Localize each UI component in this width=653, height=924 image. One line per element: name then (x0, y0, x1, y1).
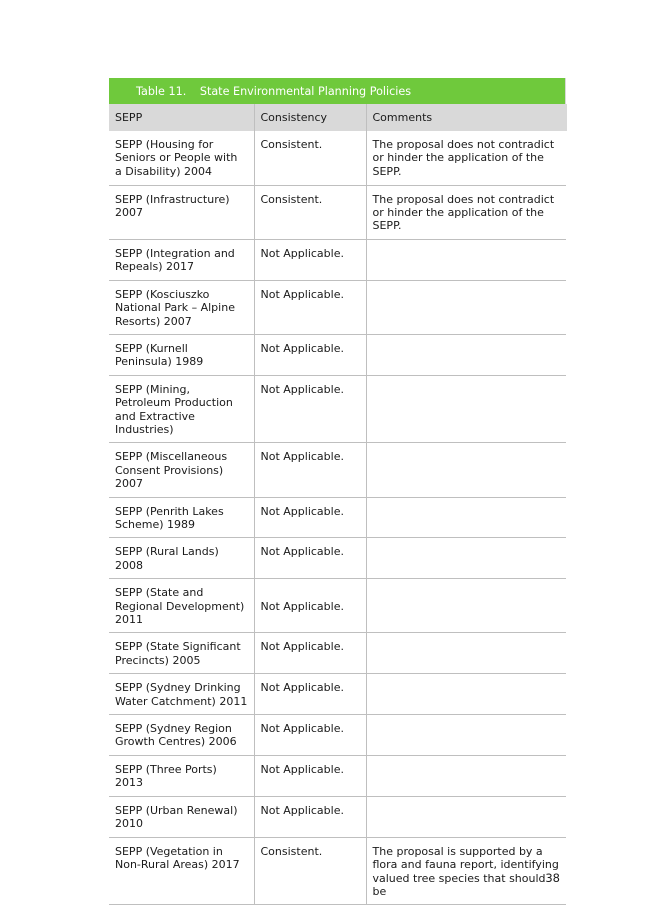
table-caption-number: Table 11. (136, 85, 187, 98)
sepp-cell: SEPP (State Significant Precincts) 2005 (109, 633, 254, 674)
comments-cell (366, 579, 566, 633)
comments-cell (366, 674, 566, 715)
consistency-cell: Not Applicable. (254, 443, 366, 497)
sepp-table (109, 78, 566, 905)
consistency-cell: Not Applicable. (254, 538, 366, 579)
comments-cell (366, 334, 566, 375)
consistency-cell: Not Applicable. (254, 755, 366, 796)
sepp-cell: SEPP (Infrastructure) 2007 (109, 185, 254, 239)
table-row (109, 280, 566, 334)
sepp-cell: SEPP (Three Ports) 2013 (109, 755, 254, 796)
comments-cell (366, 375, 566, 443)
comments-cell (366, 715, 566, 756)
sepp-cell: SEPP (Kurnell Peninsula) 1989 (109, 334, 254, 375)
consistency-cell: Not Applicable. (254, 633, 366, 674)
table-row (109, 633, 566, 674)
consistency-cell: Not Applicable. (254, 796, 366, 837)
comments-cell (366, 239, 566, 280)
sepp-cell: SEPP (Penrith Lakes Scheme) 1989 (109, 497, 254, 538)
table-row (109, 755, 566, 796)
comments-cell: The proposal does not contradict or hinder the application of the SEPP. (366, 185, 566, 239)
column-header-sepp: SEPP (109, 104, 254, 131)
comments-cell: The proposal does not contradict or hinder the application of the SEPP. (366, 131, 566, 185)
table-caption-title: State Environmental Planning Policies (199, 85, 412, 98)
sepp-cell: SEPP (Sydney Region Growth Centres) 2006 (109, 715, 254, 756)
sepp-cell: SEPP (Sydney Drinking Water Catchment) 2011 (109, 674, 254, 715)
sepp-cell: SEPP (Miscellaneous Consent Provisions) 2007 (109, 443, 254, 497)
consistency-cell: Consistent. (254, 185, 366, 239)
column-header-consistency: Consistency (254, 104, 366, 131)
consistency-cell: Not Applicable. (254, 674, 366, 715)
table-caption (109, 78, 566, 104)
consistency-cell: Not Applicable. (254, 497, 366, 538)
sepp-cell: SEPP (State and Regional Development) 2011 (109, 579, 254, 633)
table-row (109, 443, 566, 497)
table-row (109, 715, 566, 756)
consistency-cell: Not Applicable. (254, 579, 366, 633)
table-row (109, 375, 566, 443)
comments-cell (366, 633, 566, 674)
consistency-cell: Consistent. (254, 837, 366, 905)
sepp-cell: SEPP (Urban Renewal) 2010 (109, 796, 254, 837)
consistency-cell: Not Applicable. (254, 280, 366, 334)
comments-cell (366, 538, 566, 579)
table-row (109, 185, 566, 239)
table-row (109, 538, 566, 579)
sepp-cell: SEPP (Rural Lands) 2008 (109, 538, 254, 579)
table-row (109, 131, 566, 185)
policies-table (109, 104, 567, 905)
comments-cell (366, 796, 566, 837)
table-row (109, 334, 566, 375)
table-row (109, 796, 566, 837)
column-header-comments: Comments (366, 104, 566, 131)
sepp-cell: SEPP (Mining, Petroleum Production and Extractive Industries) (109, 375, 254, 443)
table-header-row (109, 104, 566, 131)
table-row (109, 239, 566, 280)
sepp-cell: SEPP (Vegetation in Non-Rural Areas) 2017 (109, 837, 254, 905)
table-row (109, 497, 566, 538)
sepp-cell: SEPP (Kosciuszko National Park – Alpine Resorts) 2007 (109, 280, 254, 334)
consistency-cell: Not Applicable. (254, 375, 366, 443)
comments-cell: The proposal is supported by a flora and fauna report, identifying valued tree species that should be (366, 837, 566, 905)
comments-cell (366, 280, 566, 334)
consistency-cell: Not Applicable. (254, 715, 366, 756)
consistency-cell: Not Applicable. (254, 239, 366, 280)
table-row (109, 837, 566, 905)
consistency-cell: Not Applicable. (254, 334, 366, 375)
page-number: 38 (545, 871, 560, 885)
comments-cell (366, 755, 566, 796)
consistency-cell: Consistent. (254, 131, 366, 185)
comments-cell (366, 443, 566, 497)
table-row (109, 674, 566, 715)
comments-cell (366, 497, 566, 538)
sepp-cell: SEPP (Housing for Seniors or People with a Disability) 2004 (109, 131, 254, 185)
table-row (109, 579, 566, 633)
sepp-cell: SEPP (Integration and Repeals) 2017 (109, 239, 254, 280)
